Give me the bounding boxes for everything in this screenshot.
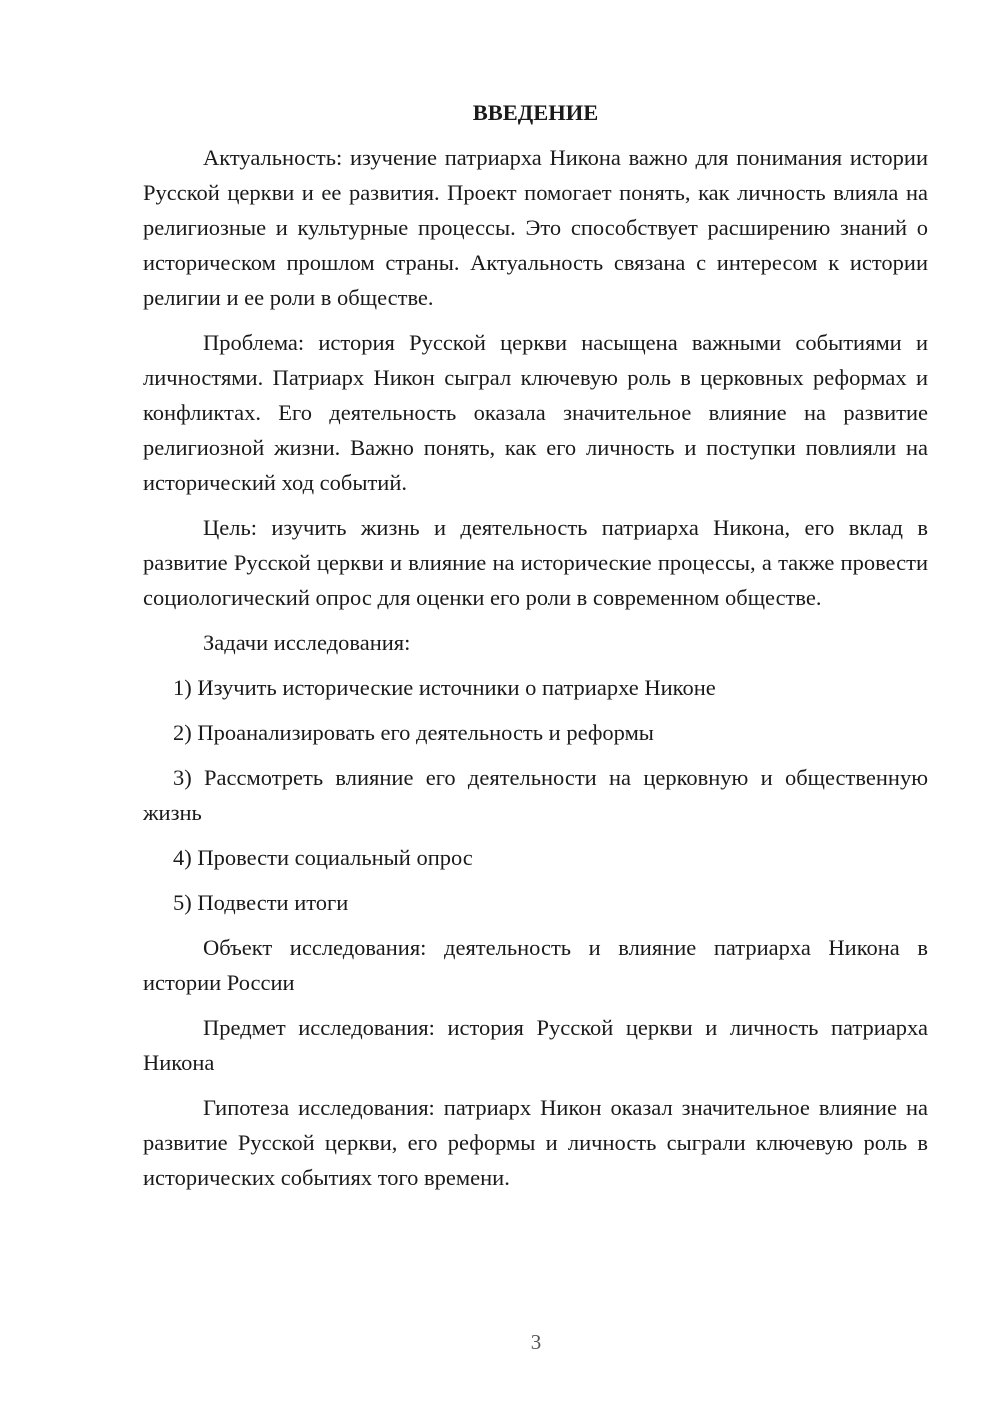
document-page xyxy=(143,95,928,1205)
relevance-paragraph: Актуальность: изучение патриарха Никона важно для понимания истории Русской церкви и ее развития. Проект помогает понять, как личность влияла на религиозные и культурные процессы. Это способствует расширению знаний о историческом прошлом страны. Актуальность связана с интересом к истории религии и ее роли в обществе. xyxy=(143,145,928,310)
task-item: 4) Провести социальный опрос xyxy=(173,845,473,870)
page-number: 3 xyxy=(530,1330,542,1354)
section-heading: ВВЕДЕНИЕ xyxy=(472,100,599,125)
tasks-title: Задачи исследования: xyxy=(203,630,411,655)
hypothesis-paragraph: Гипотеза исследования: патриарх Никон оказал значительное влияние на развитие Русской церкви, его реформы и личность сыграли ключевую роль в исторических событиях того времени. xyxy=(143,1095,928,1190)
task-item: 5) Подвести итоги xyxy=(173,890,349,915)
task-item: 3) Рассмотреть влияние его деятельности на церковную и общественную жизнь xyxy=(143,765,928,825)
goal-paragraph: Цель: изучить жизнь и деятельность патриарха Никона, его вклад в развитие Русской церкви и влияние на исторические процессы, а также провести социологический опрос для оценки его роли в современном обществе. xyxy=(143,515,928,610)
task-item: 1) Изучить исторические источники о патриархе Никоне xyxy=(173,675,716,700)
subject-paragraph: Предмет исследования: история Русской церкви и личность патриарха Никона xyxy=(143,1015,928,1075)
object-paragraph: Объект исследования: деятельность и влияние патриарха Никона в истории России xyxy=(143,935,928,995)
task-item: 2) Проанализировать его деятельность и реформы xyxy=(173,720,654,745)
problem-paragraph: Проблема: история Русской церкви насыщена важными событиями и личностями. Патриарх Никон сыграл ключевую роль в церковных реформах и конфликтах. Его деятельность оказала значительное влияние на развитие религиозной жизни. Важно понять, как его личность и поступки повлияли на исторический ход событий. xyxy=(143,330,928,495)
